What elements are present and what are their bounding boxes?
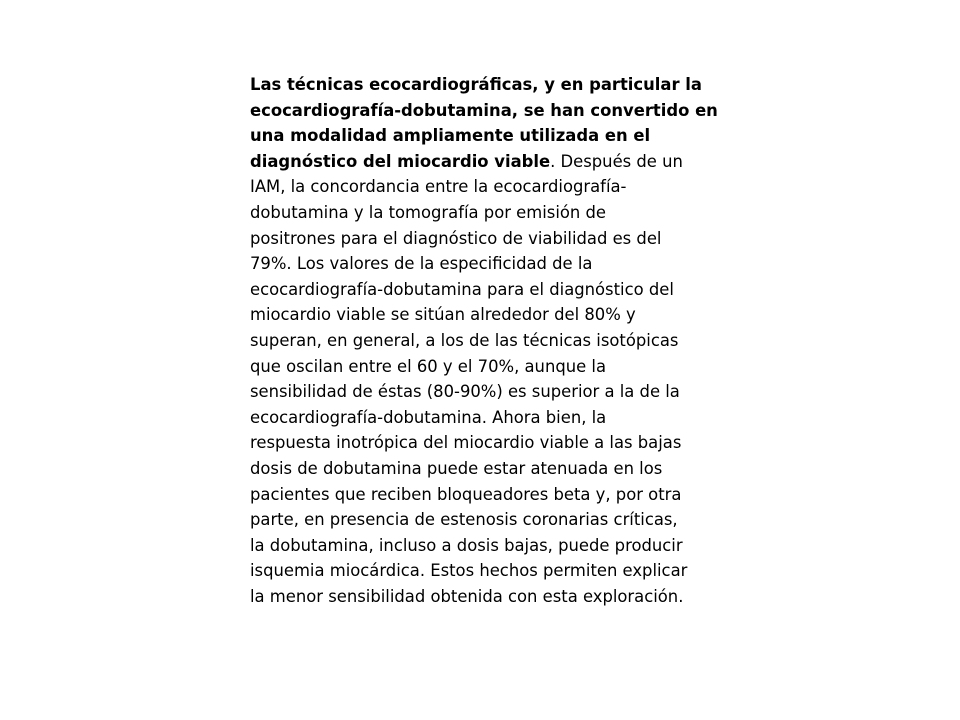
text-line [250,302,725,328]
normal-text: positrones para el diagnóstico de viabilidad es del [250,228,662,248]
bold-text: Las técnicas ecocardiográficas, y en particular la [250,75,702,94]
text-line [250,174,725,200]
normal-text: que oscilan entre el 60 y el 70%, aunque la [250,356,607,376]
bold-text: una modalidad ampliamente utilizada en el [250,126,651,146]
text-line [250,482,725,508]
text-line [250,430,725,456]
normal-text: sensibilidad de éstas (80-90%) es superior a la de la [250,382,680,402]
normal-text: respuesta inotrópica del miocardio viable a las bajas [250,433,682,453]
normal-text: la dobutamina, incluso a dosis bajas, puede producir [250,535,683,555]
normal-text: ecocardiografía-dobutamina. Ahora bien, la [250,407,607,427]
text-line [250,328,725,354]
text-line [250,200,725,226]
text-line [250,456,725,482]
text-line [250,149,725,175]
normal-text: isquemia miocárdica. Estos hechos permiten explicar [250,561,688,581]
text-line [250,72,725,98]
normal-text: IAM, la concordancia entre la ecocardiografía- [250,177,627,197]
normal-text: la menor sensibilidad obtenida con esta exploración. [250,586,684,606]
normal-text: superan, en general, a los de las técnicas isotópicas [250,330,679,350]
text-line [250,558,725,584]
body-paragraph [250,72,725,609]
text-line [250,123,725,149]
text-line [250,277,725,303]
text-line [250,584,725,610]
normal-text: dosis de dobutamina puede estar atenuada en los [250,458,663,478]
normal-text: pacientes que reciben bloqueadores beta y, por otra [250,484,682,504]
text-line [250,98,725,124]
text-line [250,533,725,559]
text-line [250,354,725,380]
bold-text: diagnóstico del miocardio viable [250,151,551,171]
text-line [250,226,725,252]
normal-text: miocardio viable se sitúan alrededor del 80% y [250,305,636,325]
text-line [250,405,725,431]
text-line [250,379,725,405]
normal-text: 79%. Los valores de la especificidad de la [250,254,593,274]
text-line [250,507,725,533]
normal-text: . Después de un [550,151,683,171]
text-line [250,251,725,277]
normal-text: dobutamina y la tomografía por emisión de [250,202,606,222]
bold-text: ecocardiografía-dobutamina, se han convertido en [250,100,718,120]
normal-text: parte, en presencia de estenosis coronarias críticas, [250,510,678,530]
normal-text: ecocardiografía-dobutamina para el diagnóstico del [250,279,674,299]
